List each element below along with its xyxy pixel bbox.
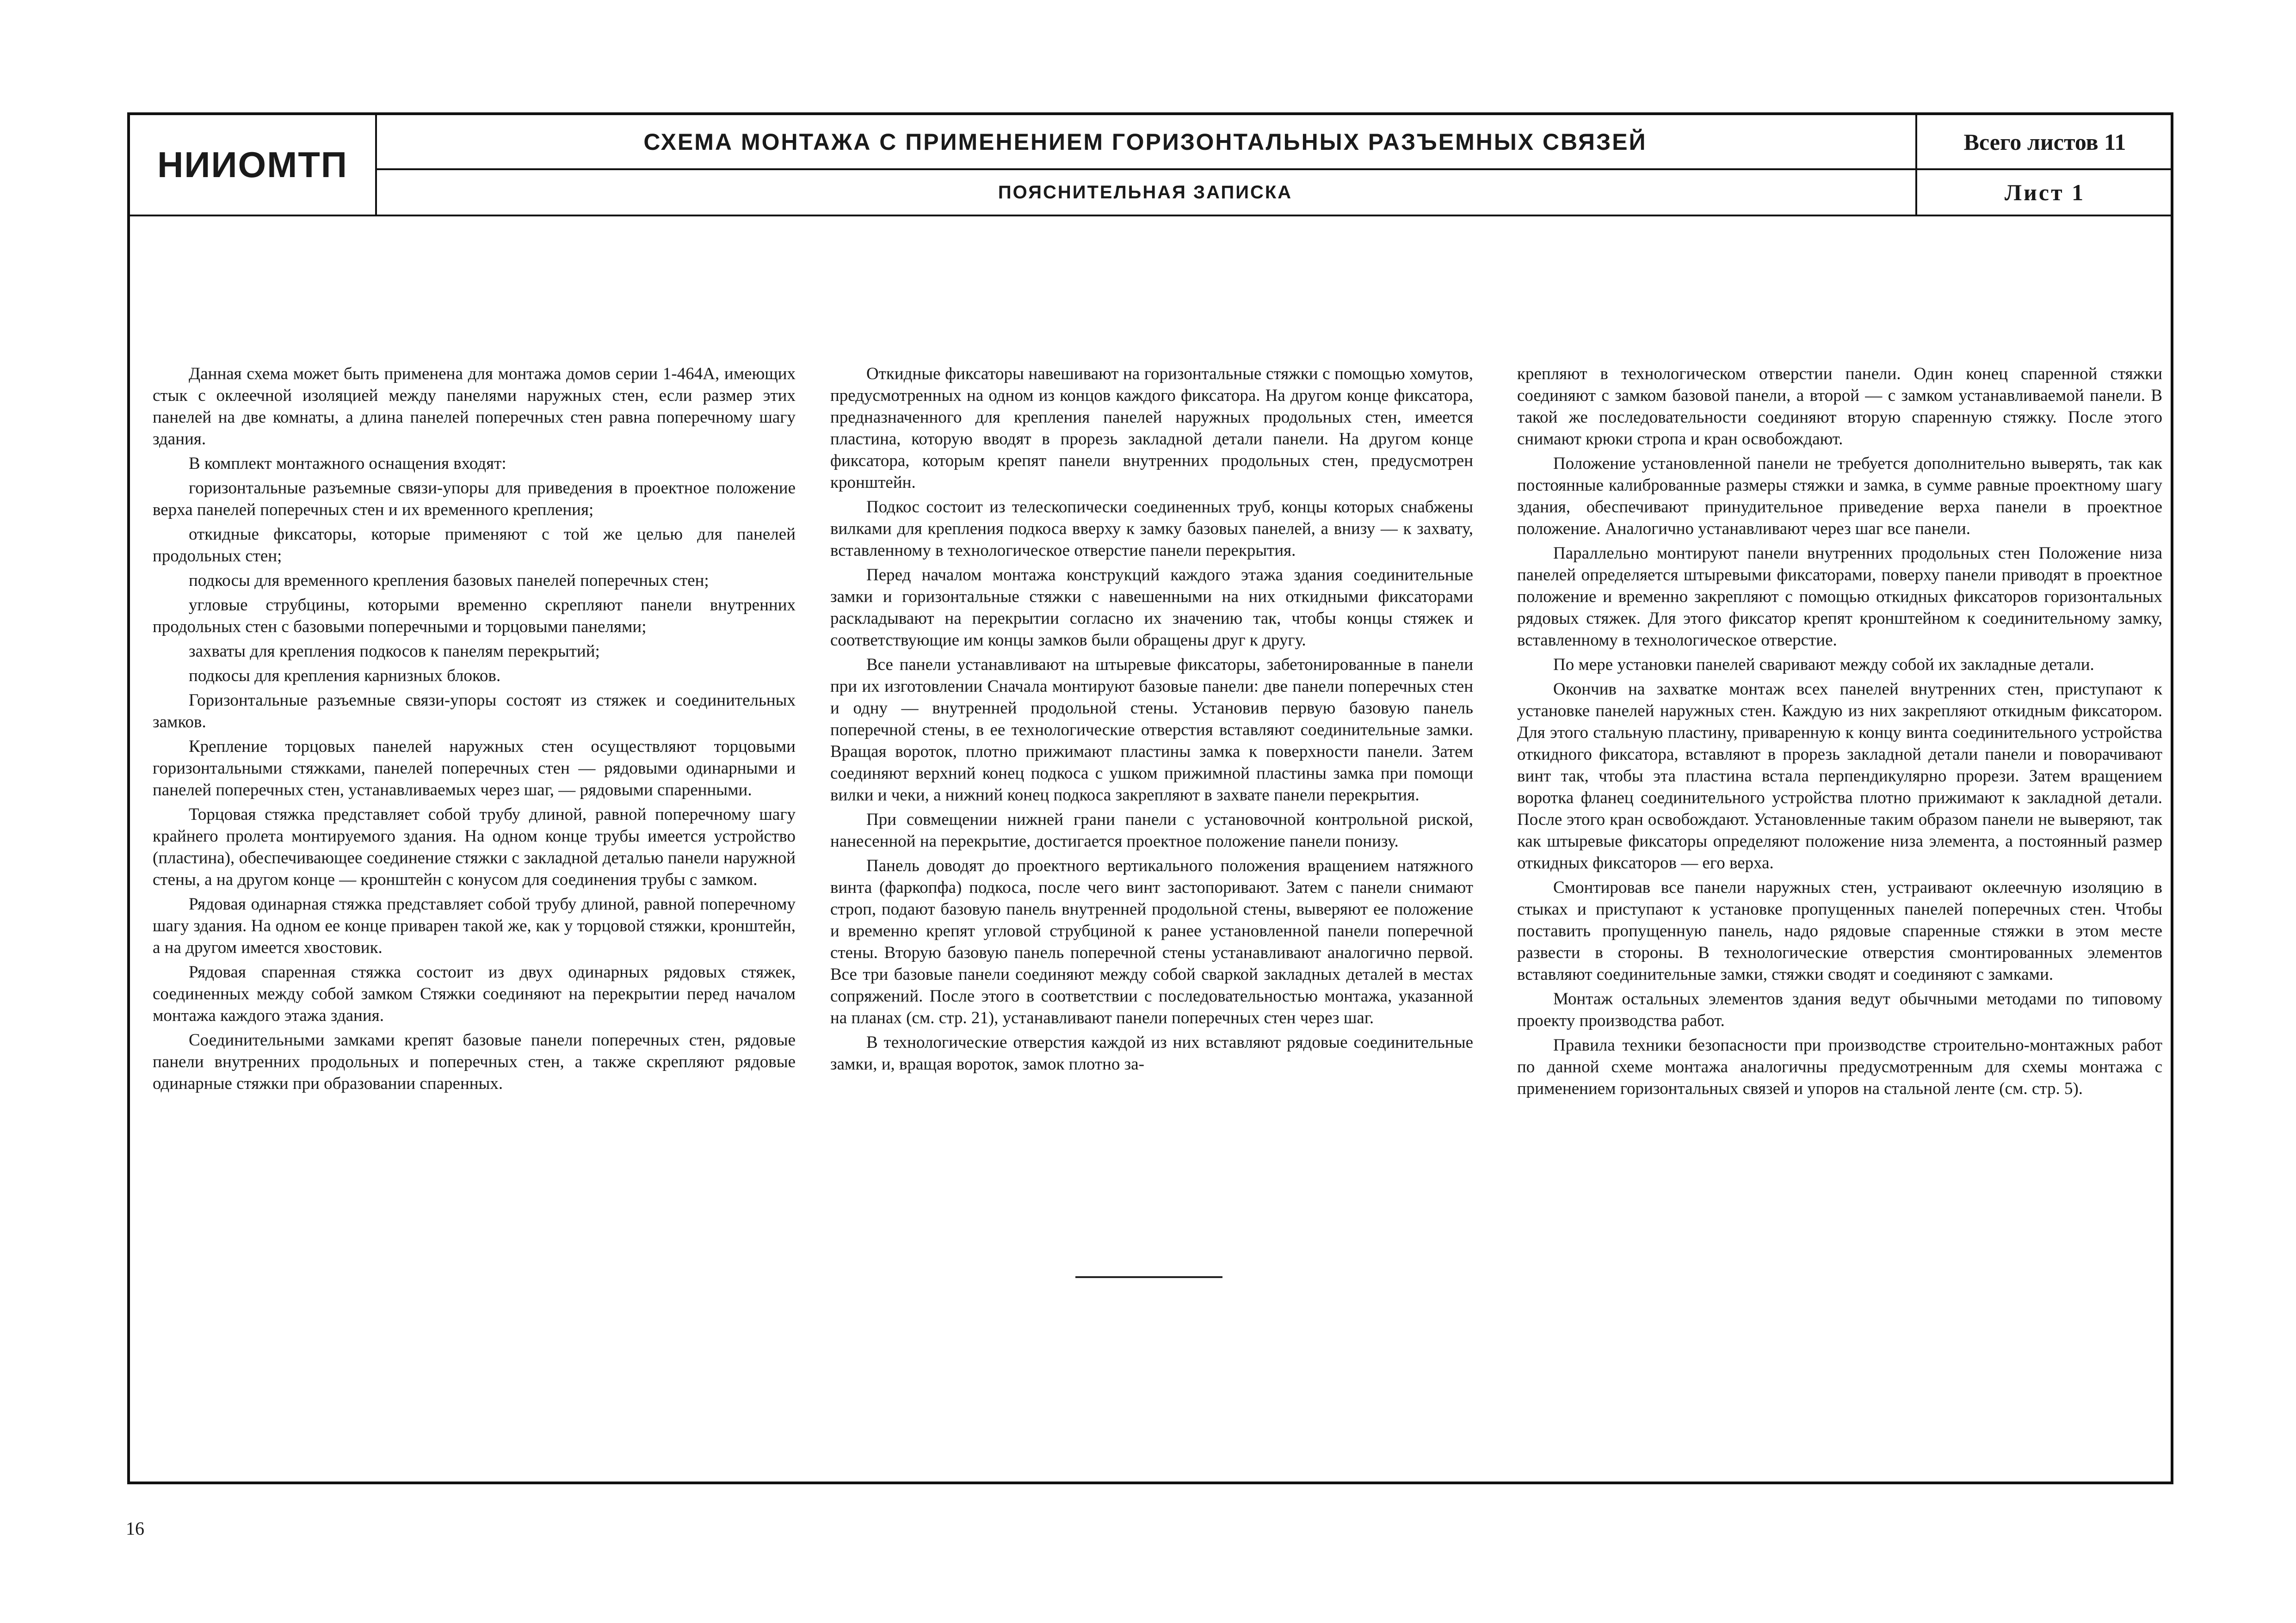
sheet-info [1915, 115, 2173, 215]
paragraph: По мере установки панелей сваривают между собой их закладные детали. [1553, 655, 2094, 674]
paragraph: Все панели устанавливают на штыревые фиксаторы, забетонированные в панели при их изготовлении Сначала монтируют базовые панели: две панели поперечных стен и одну — внутренней продольной стены. Установив первую базовую панель поперечной стены, в ее технологические отверстия вставляют соединительные замки. Вращая вороток, плотно прижимают пластины замка к поверхности панели. Затем соединяют верхний конец подкоса с ушком прижимной пластины замка при помощи вилки и чеки, а нижний конец подкоса закрепляют в захвате панели перекрытия. [830, 655, 1473, 805]
paragraph: Окончив на захватке монтаж всех панелей внутренних стен, приступают к установке панелей наружных стен. Каждую из них закрепляют откидным фиксатором. Для этого стальную пластину, приваренную к концу винта соединительного устройства откидного фиксатора, вставляют в прорезь закладной детали панели и поворачивают винт так, чтобы эта пластина встала перпендикулярно прорези. Затем вращением воротка фланец соединительного устройства плотно прижимают к закладной детали. После этого кран освобождают. Установленные таким образом панели не выверяют, так как штыревые фиксаторы определяют положение низа элемента, а постоянный размер откидных фиксаторов — его верха. [1517, 680, 2162, 873]
paragraph: откидные фиксаторы, которые применяют с той же целью для панелей продольных стен; [153, 525, 796, 566]
paragraph: Торцовая стяжка представляет собой трубу длиной, равной поперечному шагу крайнего пролета монтируемого здания. На одном конце трубы имеется устройство (пластина), обеспечивающее соединение стяжки с закладной деталью панели наружной стены, а на другом конце — кронштейн с конусом для соединения трубы с замком. [153, 805, 796, 889]
total-sheets: Всего листов 11 [1917, 115, 2173, 170]
text-column-2 [830, 363, 1473, 1078]
paragraph: Рядовая спаренная стяжка состоит из двух одинарных рядовых стяжек, соединенных между собой замком Стяжки соединяют на перекрытии перед началом монтажа каждого этажа здания. [153, 963, 796, 1025]
paragraph: Откидные фиксаторы навешивают на горизонтальные стяжки с помощью хомутов, предусмотренных на одном из концов каждого фиксатора. На другом конце фиксатора, предназначенного для крепления панелей наружных продольных стен, имеется пластина, которую вводят в прорезь закладной детали панели. На другом конце фиксатора, которым крепят панели внутренних продольных стен, предусмотрен кронштейн. [830, 364, 1473, 492]
organization-name: НИИОМТП [130, 115, 377, 215]
document-title: СХЕМА МОНТАЖА С ПРИМЕНЕНИЕМ ГОРИЗОНТАЛЬНЫХ РАЗЪЕМНЫХ СВЯЗЕЙ [375, 115, 1915, 170]
paragraph: подкосы для крепления карнизных блоков. [189, 666, 501, 685]
paragraph: Рядовая одинарная стяжка представляет собой трубу длиной, равной поперечному шагу здания. На одном ее конце приварен такой же, как у торцовой стяжки, кронштейн, а на другом имеется хвостовик. [153, 895, 796, 957]
paragraph: При совмещении нижней грани панели с установочной контрольной риской, нанесенной на перекрытие, достигается проектное положение панели понизу. [830, 810, 1473, 851]
paragraph: крепляют в технологическом отверстии панели. Один конец спаренной стяжки соединяют с замком базовой панели, а второй — с замком устанавливаемой панели. В такой же последовательности соединяют вторую спаренную стяжку. После этого снимают крюки стропа и кран освобождают. [1517, 364, 2162, 449]
paragraph: В технологические отверстия каждой из них вставляют рядовые соединительные замки, и, вращая вороток, замок плотно за- [830, 1033, 1473, 1074]
paragraph: Смонтировав все панели наружных стен, устраивают оклеечную изоляцию в стыках и приступают к установке пропущенных панелей поперечных стен. Чтобы поставить пропущенную панель, надо рядовые спаренные стяжки в этом месте развести в стороны. В технологические отверстия смонтированных элементов вставляют соединительные замки, стяжки сводят и соединяют с замками. [1517, 878, 2162, 984]
paragraph: В комплект монтажного оснащения входят: [189, 454, 506, 473]
end-divider [1075, 1276, 1222, 1278]
sheet-number: Лист 1 [2004, 179, 2086, 205]
paragraph: Перед началом монтажа конструкций каждого этажа здания соединительные замки и горизонтальные стяжки с навешенными на них откидными фиксаторами раскладывают на перекрытии согласно их значению так, чтобы концы стяжек и соответствующие им концы замков были обращены друг к другу. [830, 566, 1473, 650]
page-number: 16 [126, 1518, 144, 1539]
paragraph: Положение установленной панели не требуется дополнительно выверять, так как постоянные калиброванные размеры стяжки и замка, в сумме равные проектному шагу здания, обеспечивают принудительное приведение верха панели в проектное положение. Аналогично устанавливают через шаг все панели. [1517, 454, 2162, 538]
text-column-1 [153, 363, 796, 1097]
document-subtitle: ПОЯСНИТЕЛЬНАЯ ЗАПИСКА [998, 182, 1293, 203]
paragraph: Подкос состоит из телескопически соединенных труб, концы которых снабжены вилками для крепления подкоса вверху к замку базовых панелей, а внизу — к захвату, вставленному в технологическое отверстие панели перекрытия. [830, 498, 1473, 560]
paragraph: Соединительными замками крепят базовые панели поперечных стен, рядовые панели внутренних продольных и поперечных стен, а также скрепляют рядовые одинарные стяжки при образовании спаренных. [153, 1031, 796, 1093]
paragraph: Правила техники безопасности при производстве строительно-монтажных работ по данной схеме монтажа аналогичны предусмотренным для схемы монтажа с применением горизонтальных связей и упоров на стальной ленте (см. стр. 5). [1517, 1036, 2162, 1098]
title-block [127, 112, 2173, 216]
paragraph: горизонтальные разъемные связи-упоры для приведения в проектное положение верха панелей поперечных стен и их временного крепления; [153, 479, 796, 519]
paragraph: Крепление торцовых панелей наружных стен осуществляют торцовыми горизонтальными стяжками, панелей поперечных стен — рядовыми одинарными и панелей поперечных стен, устанавливаемых через шаг, — рядовыми спаренными. [153, 737, 796, 799]
paragraph: угловые струбцины, которыми временно скрепляют панели внутренних продольных стен с базовыми поперечными и торцовыми панелями; [153, 596, 796, 636]
title-cell [375, 115, 1915, 215]
text-column-3 [1517, 363, 2162, 1102]
paragraph: Данная схема может быть применена для монтажа домов серии 1-464А, имеющих стык с оклеечной изоляцией между панелями наружных стен, если размер этих панелей на две комнаты, а длина панелей поперечных стен равна поперечному шагу здания. [153, 364, 796, 449]
paragraph: Параллельно монтируют панели внутренних продольных стен Положение низа панелей определяется штыревыми фиксаторами, поверху панели приводят в проектное положение и временно закрепляют с помощью откидных фиксаторов горизонтальных рядовых стяжек. Для этого фиксатор крепят кронштейном к соединительному замку, вставленному в технологическое отверстие. [1517, 544, 2162, 650]
paragraph: Панель доводят до проектного вертикального положения вращением натяжного винта (фаркопфа) подкоса, после чего винт застопоривают. Затем с панели снимают строп, подают базовую панель внутренней продольной стены, выверяют ее положение и временно крепят угловой струбциной к ранее установленной панели поперечной стены. Вторую базовую панель поперечной стены устанавливают аналогично первой. Все три базовые панели соединяют между собой сваркой закладных деталей в местах сопряжений. После этого в соответствии с последовательностью монтажа, указанной на планах (см. стр. 21), устанавливают панели поперечных стен через шаг. [830, 856, 1473, 1027]
paragraph: Монтаж остальных элементов здания ведут обычными методами по типовому проекту производства работ. [1517, 990, 2162, 1030]
paragraph: Горизонтальные разъемные связи-упоры состоят из стяжек и соединительных замков. [153, 691, 796, 732]
paragraph: подкосы для временного крепления базовых панелей поперечных стен; [189, 571, 709, 590]
paragraph: захваты для крепления подкосов к панелям перекрытий; [189, 642, 600, 661]
